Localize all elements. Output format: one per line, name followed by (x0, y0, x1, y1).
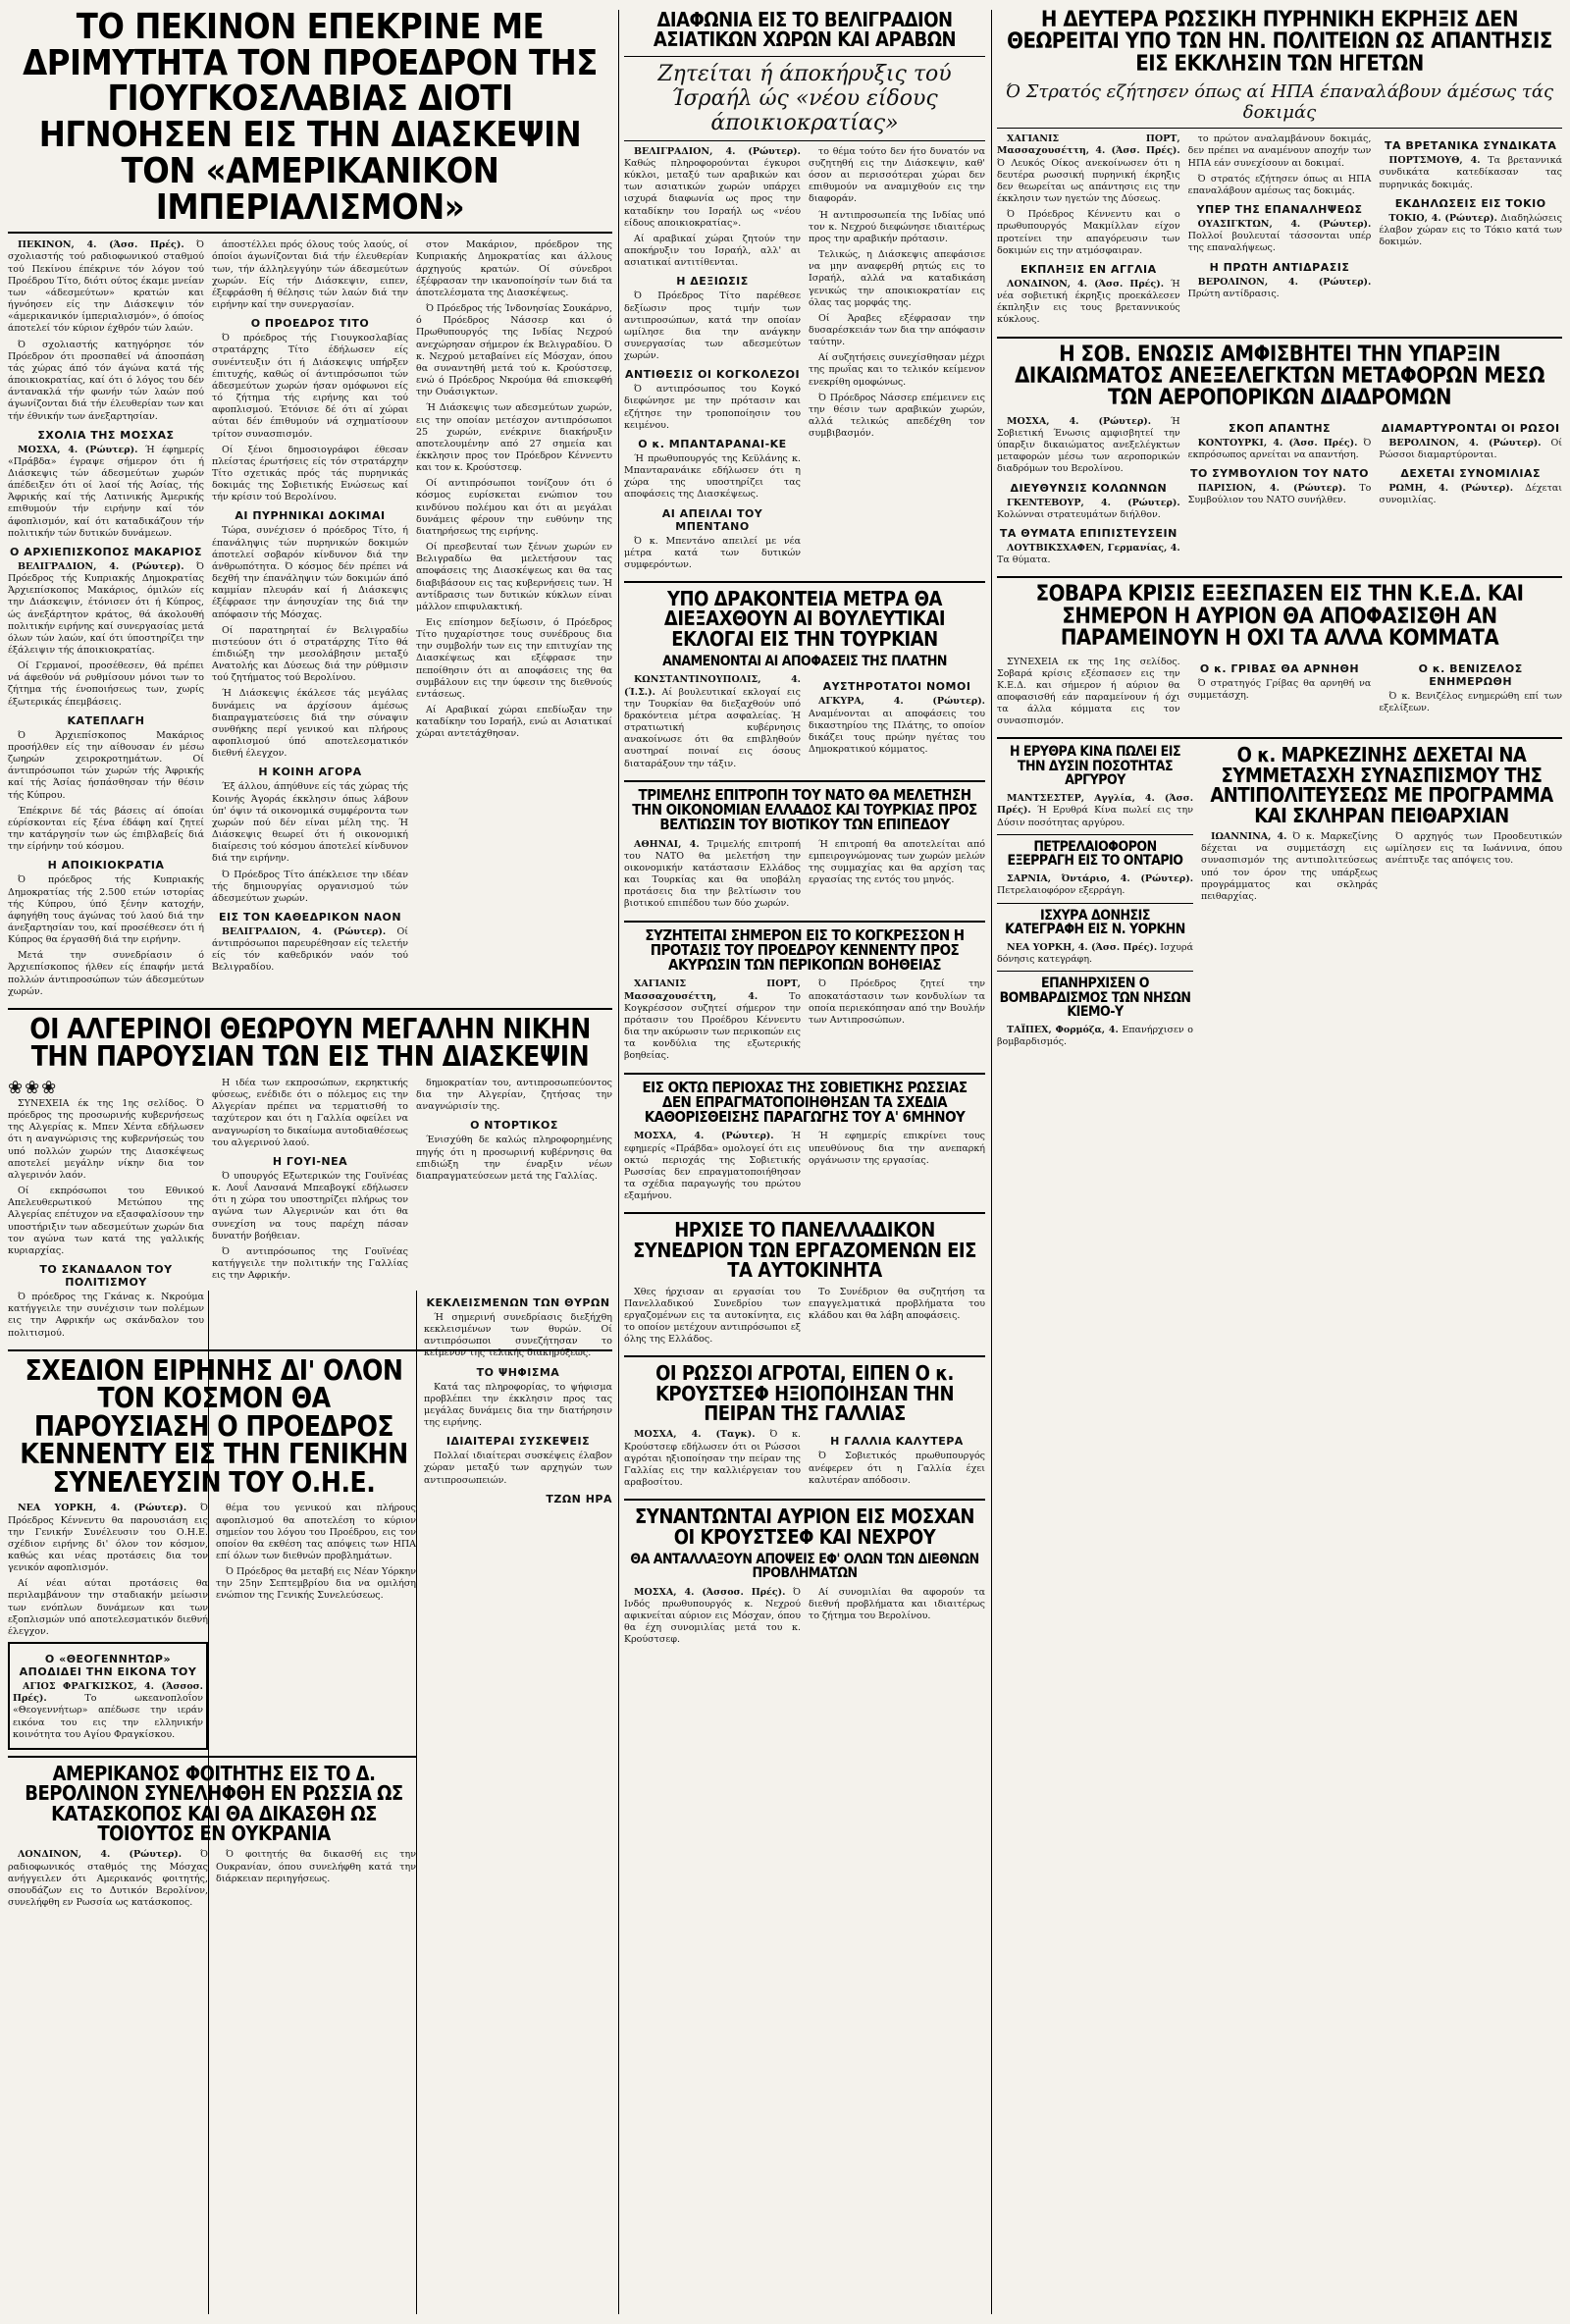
section-subhead: Η ΠΡΩΤΗ ΑΝΤΙΔΡΑΣΙΣ (1209, 260, 1350, 274)
section-subhead: ΕΚΔΗΛΩΣΕΙΣ ΕΙΣ ΤΟΚΙΟ (1394, 196, 1546, 210)
divider (624, 1212, 985, 1214)
article-text: ΣΑΡΝΙΑ, Όντάριο, 4. (Ρώυτερ). Πετρελαιοφόρον εξερράγη. (997, 873, 1193, 897)
student-headline: ΑΜΕΡΙΚΑΝΟΣ ΦΟΙΤΗΤΗΣ ΕΙΣ ΤΟ Δ. ΒΕΡΟΛΙΝΟΝ ΣΥΝΕΛΗΦΘΗ ΕΝ ΡΩΣΣΙΑ ΩΣ ΚΑΤΑΣΚΟΠΟΣ ΚΑΙ ΘΑ ΔΙΚΑΣΘΗ ΩΣ ΤΟΙΟΥΤΟΣ ΕΝ ΟΥΚΡΑΝΙΑ (25, 1761, 403, 1846)
article-text: Μετά την συνεδρίασιν ό Άρχιεπίσκοπος ήλθεν είς έπαφήν μετά πολλών άντιπροσώπων τών άδεσμεύτων χωρών. (8, 950, 204, 997)
article-text: ΜΟΣΧΑ, 4. (Ρώυτερ). Ή έφημερίς «Πράβδα» έγραψε σήμερον ότι ή Διάσκεψις τών άδεσμεύτων χωρών άπέδειξεν ότι οί λαοί τής Άσίας, τής Άφρικής καί τής Λατινικής Άμερικής επιθυμούν τήν ειρήνην καί τόν άφοπλισμόν, καί ότι καταδικάζουν τήν πολιτικήν τών δυτικών δυνάμεων. (8, 444, 204, 539)
article-text: Χθες ήρχισαν αι εργασίαι του Πανελλαδικού Συνεδρίου των εργαζομένων εις τα αυτοκίνητα, εις το οποίον μετέχουν αντιπρόσωποι εξ όλης της Ελλάδος. (624, 1286, 801, 1346)
divider (997, 971, 1193, 972)
article-text: Ό υπουργός Εξωτερικών της Γουϊνέας κ. Λουΐ Λανσανά Μπεαβογκί εδήλωσεν ότι η χώρα του υποστηρίζει πλήρως τον αγώνα των Αλγερινών και ότι θα συνεχίση να τους παρέχη πάσαν δυνατήν βοήθειαν. (212, 1170, 408, 1241)
article-text: Ό πρόεδρος της Γκάνας κ. Νκρούμα κατήγγειλε την συνέχισιν των πολέμων εις την Αφρικήν ως σκάνδαλον του πολιτισμού. (8, 1292, 204, 1339)
article-text: Ή εφημερίς επικρίνει τους υπευθύνους δια την ανεπαρκή οργάνωσιν της εργασίας. (809, 1131, 985, 1166)
section-subhead: ΑΙ ΑΠΕΙΛΑΙ ΤΟΥ ΜΠΕΝΤΑΝΟ (661, 506, 763, 533)
article-text: Αί αραβικαί χώραι ζητούν την αποκήρυξιν του Ισραήλ, αλλ' αι ασιατικαί αντιτίθενται. (624, 233, 801, 269)
article-text: Ό αντιπρόσωπος του Κογκό διεφώνησε με την πρότασιν και εζήτησε την τροποποίησιν του κειμένου. (624, 384, 801, 431)
explosion-article (997, 133, 1562, 330)
divider (997, 128, 1562, 129)
article-text: Οί παρατηρηταί έν Βελιγραδίω πιστεύουν ότι ό στρατάρχης Τίτο θά έπιδιώξη την μεσολάβησιν μεταξύ Ανατολής και Δύσεως διά την ρύθμισιν τού ζητήματος τού Βερολίνου. (212, 624, 408, 684)
section-subhead: Ο ΑΡΧΙΕΠΙΣΚΟΠΟΣ ΜΑΚΑΡΙΟΣ (10, 545, 202, 558)
icon-story-box (8, 1642, 208, 1750)
article-text: Ή Διάσκεψις έκάλεσε τάς μεγάλας δυνάμεις να άρχίσουν άμέσως διαπραγματεύσεις διά την σύναψιν συνθήκης περί γενικού και πλήρους αφοπλισμού ύπό αποτελεσματικόν διεθνή έλεγχον. (212, 688, 408, 760)
nato-committee-headline: ΤΡΙΜΕΛΗΣ ΕΠΙΤΡΟΠΗ ΤΟΥ ΝΑΤΟ ΘΑ ΜΕΛΕΤΗΣΗ ΤΗΝ ΟΙΚΟΝΟΜΙΑΝ ΕΛΛΑΔΟΣ ΚΑΙ ΤΟΥΡΚΙΑΣ ΠΡΟΣ ΒΕΛΤΙΩΣΙΝ ΤΟΥ ΒΙΟΤΙΚΟΥ ΤΩΝ ΕΠΙΠΕΔΟΥ (632, 785, 977, 834)
article-text: ΤΑΪΠΕΧ, Φορμόζα, 4. Επανήρχισεν ο βομβαρδισμός. (997, 1025, 1193, 1048)
section-subhead: ΑΥΣΤΗΡΟΤΑΤΟΙ ΝΟΜΟΙ (822, 680, 971, 694)
article-text: ΧΑΓΙΑΝΙΣ ΠΟΡΤ, Μασσαχουσέττη, 4. Το Κογκρέσσον συζητεί σήμερον την πρότασιν του Προέδρου Κέννεντυ δια την ακύρωσιν των περικοπών εις τα κονδύλια της εξωτερικής βοηθείας. (624, 978, 801, 1062)
section-subhead: ΕΚΠΛΗΞΙΣ ΕΝ ΑΓΓΛΙΑ (1020, 262, 1157, 276)
section-subhead: ΤΟ ΨΗΦΙΣΜΑ (476, 1365, 560, 1379)
article-text: Οί Γερμανοί, προσέθεσεν, θά πρέπει νά άφεθούν νά ρυθμίσουν μόνοι των το ζήτημα τής ένοποιήσεως των, χωρίς έξωτερικάς έπεμβάσεις. (8, 660, 204, 708)
turkey-headline: ΥΠΟ ΔΡΑΚΟΝΤΕΙΑ ΜΕΤΡΑ ΘΑ ΔΙΕΞΑΧΘΟΥΝ ΑΙ ΒΟΥΛΕΥΤΙΚΑΙ ΕΚΛΟΓΑΙ ΕΙΣ ΤΗΝ ΤΟΥΡΚΙΑΝ (663, 587, 946, 651)
article-text: ΚΟΝΤΟΥΡΚΙ, 4. (Άσσ. Πρές). Ό εκπρόσωπος αρνείται να απαντήση. (1187, 437, 1372, 460)
article-text: ΛΟΥΤΒΙΚΣΧΑΦΕΝ, Γερμανίας, 4. Τα θύματα. (997, 542, 1180, 566)
divider (624, 780, 985, 782)
article-text: Κατά τας πληροφορίας, το ψήφισμα προβλέπει την έκκλησιν προς τας μεγάλας δυνάμεις δια την διατήρησιν της ειρήνης. (424, 1381, 612, 1429)
divider (997, 834, 1193, 835)
article-text: ΒΕΛΙΓΡΑΔΙΟΝ, 4. (Ρώυτερ). Οί άντιπρόσωποι παρευρέθησαν είς τελετήν είς τόν καθεδρικόν ναόν τού Βελιγραδίου. (212, 925, 408, 974)
red-china-headline: Η ΕΡΥΘΡΑ ΚΙΝΑ ΠΩΛΕΙ ΕΙΣ ΤΗΝ ΔΥΣΙΝ ΠΟΣΟΤΗΤΑΣ ΑΡΓΥΡΟΥ (1009, 744, 1181, 788)
article-text: ΧΑΓΙΑΝΙΣ ΠΟΡΤ, Μασσαχουσέττη, 4. (Άσσ. Πρές). Ό Λευκός Οίκος ανεκοίνωσεν ότι η δευτέρα ρωσσική πυρηνική έκρηξις δεν θεωρείται ως απάντησις εις την έκκλησιν των ηγετών της Δύσεως. (997, 133, 1180, 205)
section-subhead: ΚΕΚΛΕΙΣΜΕΝΩΝ ΤΩΝ ΘΥΡΩΝ (426, 1296, 610, 1309)
article-text: Ό στρατός εζήτησεν όπως αι ΗΠΑ επαναλάβουν αμέσως τας δοκιμάς. (1187, 173, 1372, 196)
article-text: Ή αντιπροσωπεία της Ινδίας υπό τον κ. Νεχρού διεφώνησε ιδιαιτέρως προς την αραβικήν πρότασιν. (809, 209, 985, 244)
section-subhead: Ο κ. ΒΕΝΙΖΕΛΟΣ ΕΝΗΜΕΡΩΘΗ (1418, 661, 1523, 688)
article-text: Ό Πρόεδρος Τίτο άπέκλεισε την ιδέαν τής δημιουργίας οργανισμού τών άδεσμεύτων χωρών. (212, 869, 408, 904)
article-text: Ό Πρόεδρος Κέννεντυ και ο πρωθυπουργός Μακμίλλαν είχον προτείνει την απαγόρευσιν των δοκιμών εις την ατμόσφαιραν. (997, 209, 1180, 256)
article-text: Ό αρχηγός των Προοδευτικών ωμίλησεν εις τα Ιωάννινα, όπου ανέπτυξε τας απόψεις του. (1386, 831, 1562, 867)
algerians-continuation (424, 1291, 612, 1508)
article-text: άποστέλλει πρός όλους τούς λαούς, οί όποίοι άγωνίζονται διά τήν έλευθερίαν των, τήν άλληλεγγύην τών άδεσμεύτων χωρών. Είς τήν Διάσκεψιν, ειπεν, έξεφράσθη ή θέλησις τών λαών διά την ειρήνην καί την συνεργασίαν. (212, 239, 408, 311)
ked-article (997, 657, 1562, 732)
article-text: Ό Άρχιεπίσκοπος Μακάριος προσήλθεν είς την αίθουσαν έν μέσω ζωηρών χειροκροτημάτων. Οί άντιπρόσωποι τών χωρών τής Άφρικής καί τής Άσίας ήσπάσθησαν τήν θέσιν τής Κύπρου. (8, 729, 204, 801)
article-text: ΒΕΛΙΓΡΑΔΙΟΝ, 4. (Ρώυτερ). Ό Πρόεδρος τής Κυπριακής Δημοκρατίας Άρχιεπίσκοπος Μακάριος, όμιλών είς την Διάσκεψιν, έτόνισεν ότι ή Κύπρος, ώς άνεξάρτητον κράτος, θά άκολουθή πολιτικήν ειρήνης καί συνεργασίας μετά όλων τών λαών, καί ότι ύποστηρίζει την έξάλειψιν τής άποικιοκρατίας. (8, 560, 204, 656)
ked-headline: ΣΟΒΑΡΑ ΚΡΙΣΙΣ ΕΞΕΣΠΑΣΕΝ ΕΙΣ ΤΗΝ Κ.Ε.Δ. ΚΑΙ ΣΗΜΕΡΟΝ Η ΑΥΡΙΟΝ ΘΑ ΑΠΟΦΑΣΙΣΘΗ ΑΝ ΠΑΡΑΜΕΙΝΟΥΝ Η ΟΧΙ ΤΑ ΑΛΛΑ ΚΟΜΜΑΤΑ (1035, 582, 1524, 652)
article-text: Έξ άλλου, άπηύθυνε είς τάς χώρας τής Κοινής Άγοράς έκκλησιν όπως λάβουν ύπ' όψιν τά οικονομικά συμφέροντα των χωρών πού δέν είναι μέλη της. Ή Διάσκεψις θεωρεί ότι ή οικονομική διαίρεσις τού κόσμου άποτελεί κίνδυνον διά την ειρήνην. (212, 781, 408, 865)
byline: ΤΖΩΝ ΗΡΑ (546, 1492, 612, 1505)
article-text: Αί νέαι αύται προτάσεις θα περιλαμβάνουν την σταδιακήν μείωσιν των ενόπλων δυνάμεων και των εξοπλισμών υπό αποτελεσματικόν διεθνή έλεγχον. (8, 1578, 208, 1637)
algerians-headline: ΟΙ ΑΛΓΕΡΙΝΟΙ ΘΕΩΡΟΥΝ ΜΕΓΑΛΗΝ ΝΙΚΗΝ ΤΗΝ ΠΑΡΟΥΣΙΑΝ ΤΩΝ ΕΙΣ ΤΗΝ ΔΙΑΣΚΕΨΙΝ (29, 1012, 591, 1074)
article-text: ΛΟΝΔΙΝΟΝ, 4. (Ρώυτερ). Ό ραδιοφωνικός σταθμός της Μόσχας ανήγγειλεν ότι Αμερικανός φοιτητής, σπουδάζων εις το Δυτικόν Βερολίνον, συνελήφθη εν Ρωσσία ως κατάσκοπος. (8, 1849, 208, 1909)
divider (624, 140, 985, 141)
article-text: Ό πρόεδρος τής Κυπριακής Δημοκρατίας τής 2.500 ετών ιστορίας τής Κύπρου, ύπό ξένην κατοχήν, άφηγήθη τους άγώνας τού λαού διά την άνεξαρτησίαν του, καί προσέθεσεν ότι ή Κύπρος θα έργασθή διά την ειρήνην. (8, 874, 204, 946)
section-subhead: Ο κ. ΓΡΙΒΑΣ ΘΑ ΑΡΝΗΘΗ (1199, 661, 1360, 675)
markezinis-headline: Ο κ. ΜΑΡΚΕΖΙΝΗΣ ΔΕΧΕΤΑΙ ΝΑ ΣΥΜΜΕΤΑΣΧΗ ΣΥΝΑΣΠΙΣΜΟΥ ΤΗΣ ΑΝΤΙΠΟΛΙΤΕΥΣΕΩΣ ΜΕ ΠΡΟΓΡΑΜΜΑ ΚΑΙ ΣΚΛΗΡΑΝ ΠΕΙΘΑΡΧΙΑΝ (1210, 743, 1553, 827)
article-text: Τελικώς, η Διάσκεψις απεφάσισε να μην αναφερθή ρητώς εις το Ισραήλ, αλλά να καταδικάση γενικώς την αποικιοκρατίαν εις όλας τας μορφάς της. (809, 249, 985, 308)
ornament-icon: ❀❀❀ (8, 1078, 59, 1098)
article-text: Αί Αραβικαί χώραι επεδίωξαν την καταδίκην του Ισραήλ, ενώ αι Ασιατικαί χώραι αντετάχθησαν. (416, 705, 612, 740)
article-text: Ή σημερινή συνεδρίασις διεξήχθη κεκλεισμένων των θυρών. Οί αντιπρόσωποι συνεζήτησαν το κείμενον της τελικής διακηρύξεως. (424, 1312, 612, 1359)
article-text: Ό κ. Μπεντάνο απειλεί με νέα μέτρα κατά των δυτικών συμφερόντων. (624, 535, 801, 570)
article-text: Ό Πρόεδρος Νάσσερ επέμεινεν εις την θέσιν των αραβικών χωρών, αλλά τελικώς απεδέχθη τον συμβιβασμόν. (809, 392, 985, 440)
soviet-plans-article (624, 1131, 985, 1206)
section-subhead: ΕΙΣ ΤΟΝ ΚΑΘΕΔΡΙΚΟΝ ΝΑΟΝ (218, 910, 402, 924)
article-text: Οί ξένοι δημοσιογράφοι έθεσαν πλείστας έρωτήσεις είς τόν στρατάρχην Τίτο σχετικάς πρός τάς πυρηνικάς δοκιμάς της Σοβιετικής Ενώσεως καί τήν κρίσιν τού Βερολίνου. (212, 444, 408, 503)
section-subhead: ΤΑ ΘΥΜΑΤΑ ΕΠΙΠΙΣΤΕΥΣΕΙΝ (999, 526, 1178, 540)
article-text: Οί πρεσβευταί των ξένων χωρών εν Βελιγραδίω θα μελετήσουν τας αποφάσεις της Διασκέψεως και θα τας διαβιβάσουν εις τας κυβερνήσεις των. Ή αντίδρασις των δυτικών κύκλων είναι μάλλον επιφυλακτική. (416, 542, 612, 612)
article-text: ΤΟΚΙΟ, 4. (Ρώυτερ). Διαδηλώσεις έλαβον χώραν εις το Τόκιο κατά των δοκιμών. (1379, 212, 1563, 248)
soviet-plans-headline: ΕΙΣ ΟΚΤΩ ΠΕΡΙΟΧΑΣ ΤΗΣ ΣΟΒΙΕΤΙΚΗΣ ΡΩΣΣΙΑΣ ΔΕΝ ΕΠΡΑΓΜΑΤΟΠΟΙΗΘΗΣΑΝ ΤΑ ΣΧΕΔΙΑ ΚΑΘΟΡΙΣΘΕΙΣΗΣ ΠΑΡΑΓΩΓΗΣ ΤΟΥ Α' 6ΜΗΝΟΥ (642, 1078, 968, 1127)
right-column (997, 10, 1562, 1053)
lead-article (8, 239, 612, 1002)
article-text: στον Μακάριον, πρόεδρον της Κυπριακής Δημοκρατίας και άλλους άρχηγούς κρατών. Οί σύνεδροι έξέφρασαν την ικανοποίησίν των διά τα άποτελέσματα της Διασκέψεως. (416, 239, 612, 298)
markezinis-article (1201, 831, 1562, 907)
section-subhead: ΔΙΕΥΘΥΝΣΙΣ ΚΟΛΩΝΝΩΝ (1010, 481, 1168, 495)
short-items (997, 745, 1193, 1052)
markezinis-story (1201, 745, 1562, 1052)
divider (8, 1008, 612, 1010)
article-text: ΠΑΡΙΣΙΟΝ, 4. (Ρώυτερ). Το Συμβούλιον του ΝΑΤΟ συνήλθεν. (1187, 483, 1372, 506)
section-subhead: ΔΙΑΜΑΡΤΥΡΟΝΤΑΙ ΟΙ ΡΩΣΟΙ (1381, 421, 1560, 435)
column-rule (991, 10, 992, 2314)
section-subhead: Η ΚΟΙΝΗ ΑΓΟΡΑ (258, 766, 362, 779)
article-text: Ό κ. Βενιζέλος ενημερώθη επί των εξελίξεων. (1379, 690, 1563, 713)
divider (997, 337, 1562, 339)
air-routes-headline: Η ΣΟΒ. ΕΝΩΣΙΣ ΑΜΦΙΣΒΗΤΕΙ ΤΗΝ ΥΠΑΡΞΙΝ ΔΙΚΑΙΩΜΑΤΟΣ ΑΝΕΞΕΛΕΓΚΤΩΝ ΜΕΤΑΦΟΡΩΝ ΜΕΣΩ ΤΩΝ ΑΕΡΟΠΟΡΙΚΩΝ ΔΙΑΔΡΟΜΩΝ (1015, 342, 1544, 411)
article-text: θέμα του γενικού και πλήρους αφοπλισμού θα αποτελέση το κύριον σημείον του λόγου του Προέδρου, εις τον οποίον θα εκθέση τας απόψεις των ΗΠΑ επί όλων των διεθνών προβλημάτων. (216, 1503, 416, 1562)
kennedy-aid-article (624, 978, 985, 1066)
article-text: Ό Σοβιετικός πρωθυπουργός ανέφερεν ότι η Γαλλία έχει καλυτέραν απόδοσιν. (809, 1451, 985, 1486)
article-text: Ό στρατηγός Γρίβας θα αρνηθή να συμμετάσχη. (1187, 677, 1372, 701)
article-text: Τώρα, συνέχισεν ό πρόεδρος Τίτο, ή έπανάληψις τών πυρηνικών δοκιμών άποτελεί σοβαρόν κίνδυνον διά την άνθρωπότητα. Ό κόσμος δέν πρέπει νά δεχθή την έπανάληψιν τών δοκιμών άπό καμμίαν πλευράν καί ή Διάσκεψις έξέφρασε την άνησυχίαν της διά την απόφασιν τής Μόσχας. (212, 525, 408, 620)
turkey-subheadline: ΑΝΑΜΕΝΟΝΤΑΙ ΑΙ ΑΠΟΦΑΣΕΙΣ ΤΗΣ ΠΛΑΤΗΝ (662, 654, 947, 670)
divider (624, 921, 985, 923)
section-subhead: ΥΠΕΡ ΤΗΣ ΕΠΑΝΑΛΗΨΕΩΣ (1196, 203, 1363, 217)
article-text: Αί συζητήσεις συνεχίσθησαν μέχρι της πρωΐας και το τελικόν κείμενον ενεκρίθη ομοφώνως. (809, 352, 985, 388)
article-text: ΣΥΝΕΧΕΙΑ έκ της 1ης σελίδος. Ό πρόεδρος της προσωρινής κυβερνήσεως της Αλγερίας κ. Μπεν Χέντα εδήλωσεν ότι η αναγνώρισις της κυβερνήσεώς του υπό πολλών χωρών της Διασκέψεως αποτελεί μεγάλην νίκην δια τον αλγερινόν λαόν. (8, 1098, 204, 1181)
divider (997, 903, 1193, 904)
article-text: ΒΕΡΟΛΙΝΟΝ, 4. (Ρώυτερ). Πρώτη αντίδρασις. (1187, 276, 1372, 299)
belgrade-article (624, 146, 985, 575)
article-text: Οί εκπρόσωποι του Εθνικού Απελευθερωτικού Μετώπου της Αλγερίας επέτυχον να εξασφαλίσουν την υποστήριξιν των αδεσμεύτων χωρών δια τον αγώνα των κατά της γαλλικής κυριαρχίας. (8, 1186, 204, 1256)
article-text: ΚΩΝΣΤΑΝΤΙΝΟΥΠΟΛΙΣ, 4. (Ί.Σ.). Αί βουλευτικαί εκλογαί εις την Τουρκίαν θα διεξαχθούν υπό δρακόντεια μέτρα ασφαλείας. Ή στρατιωτική κυβέρνησις ανακοίνωσε ότι θα επιβληθούν αυστηραί ποιναί εις όσους διαταράξουν την τάξιν. (624, 674, 801, 769)
article-text: ΜΑΝΤΣΕΣΤΕΡ, Αγγλία, 4. (Άσσ. Πρές). Ή Ερυθρά Κίνα πωλεί εις την Δύσιν ποσότητας αργύρου. (997, 793, 1193, 828)
divider (624, 581, 985, 583)
article-text: ΝΕΑ ΥΟΡΚΗ, 4. (Ρώυτερ). Ό Πρόεδρος Κέννεντυ θα παρουσιάση εις την Γενικήν Συνέλευσιν του Ο.Η.Ε. σχέδιον ειρήνης δι' όλον τον κόσμον, καθώς και νέας προτάσεις δια τον γενικόν αφοπλισμόν. (8, 1503, 208, 1574)
belgrade-headline: ΔΙΑΦΩΝΙΑ ΕΙΣ ΤΟ ΒΕΛΙΓΡΑΔΙΟΝ ΑΣΙΑΤΙΚΩΝ ΧΩΡΩΝ ΚΑΙ ΑΡΑΒΩΝ (653, 8, 957, 52)
article-text: Ό Πρόεδρος τής Ίνδονησίας Σουκάρνο, ό Πρόεδρος Νάσσερ και ό Πρωθυπουργός της Ινδίας Νεχρού ανεχώρησαν σήμερον έκ Βελιγραδίου. Ό κ. Νεχρού μεταβαίνει είς Μόσχαν, όπου θα συναντηθή μετά τού κ. Κρούστσεφ, ενώ ό Πρόεδρος Νκρούμα θά επισκεφθή την Ουάσιγκτων. (416, 303, 612, 398)
article-text: Ή Διάσκεψις των αδεσμεύτων χωρών, εις την οποίαν μετέσχον αντιπρόσωποι 25 χωρών, ενέκρινε διακήρυξιν αποτελουμένην από 27 σημεία και έκκλησιν προς τον Πρόεδρον Κέννεντυ και τον κ. Κρούστσεφ. (416, 402, 612, 474)
article-text: ΒΕΛΙΓΡΑΔΙΟΝ, 4. (Ρώυτερ). Καθώς πληροφορούνται έγκυροι κύκλοι, μεταξύ των αραβικών και των ασιατικών χωρών υπάρχει ισχυρά διαφωνία ως προς την καταδίκην του Ισραήλ ως «νέου είδους αποικιοκρατίας». (624, 145, 801, 229)
section-subhead: ΤΟ ΣΚΑΝΔΑΛΟΝ ΤΟΥ ΠΟΛΙΤΙΣΜΟΥ (39, 1263, 173, 1290)
nehru-subheadline: ΘΑ ΑΝΤΑΛΛΑΞΟΥΝ ΑΠΟΨΕΙΣ ΕΦ' ΟΛΩΝ ΤΩΝ ΔΙΕΘΝΩΝ ΠΡΟΒΛΗΜΑΤΩΝ (630, 1552, 979, 1582)
nehru-headline: ΣΥΝΑΝΤΩΝΤΑΙ ΑΥΡΙΟΝ ΕΙΣ ΜΟΣΧΑΝ ΟΙ ΚΡΟΥΣΤΣΕΦ ΚΑΙ ΝΕΧΡΟΥ (635, 1505, 974, 1549)
article-text: ΒΕΡΟΛΙΝΟΝ, 4. (Ρώυτερ). Οί Ρώσσοι διαμαρτύρονται. (1379, 437, 1562, 460)
section-subhead: Η ΑΠΟΙΚΙΟΚΡΑΤΙΑ (47, 859, 165, 872)
article-text: δημοκρατίαν του, αντιπροσωπεύοντος δια την Αλγερίαν, ζητήσας την αναγνώρισίν της. (416, 1078, 612, 1113)
article-text: ΣΥΝΕΧΕΙΑ εκ της 1ης σελίδος. Σοβαρά κρίσις εξέσπασεν εις την Κ.Ε.Δ. και σήμερον ή αύριον θα αποφασισθή εάν παραμείνουν ή όχι τα άλλα κόμματα εις τον συνασπισμόν. (997, 656, 1180, 727)
divider (997, 576, 1562, 578)
article-text: ΓΚΕΝΤΕΒΟΥΡ, 4. (Ρώυτερ). Κολώνναι στρατευμάτων διήλθον. (997, 497, 1180, 520)
divider (624, 56, 985, 57)
turkey-article (624, 674, 985, 773)
kennedy-aid-headline: ΣΥΖΗΤΕΙΤΑΙ ΣΗΜΕΡΟΝ ΕΙΣ ΤΟ ΚΟΓΚΡΕΣΣΟΝ Η ΠΡΟΤΑΣΙΣ ΤΟΥ ΠΡΟΕΔΡΟΥ ΚΕΝΝΕΝΤΥ ΠΡΟΣ ΑΚΥΡΩΣΙΝ ΤΩΝ ΠΕΡΙΚΟΠΩΝ ΒΟΗΘΕΙΑΣ (645, 925, 965, 975)
left-column (8, 7, 612, 1913)
article-text: Ό πρόεδρος τής Γιουγκοσλαβίας στρατάρχης Τίτο έδήλωσεν είς συνέντευξιν ότι ή Διάσκεψις υπήρξεν έπιτυχής, καθώς οί άντιπρόσωποι τών άδεσμεύτων χωρών ήσαν ομόφωνοι είς τό ζήτημα τής ειρήνης και τού αφοπλισμού. Έτόνισε δέ ότι αί χώραι αύται δέν έπιθυμούν νά σχηματίσουν τρίτον συνασπισμόν. (212, 333, 408, 440)
article-text: το πρώτον αναλαμβάνουν δοκιμάς, δεν πρέπει να αναμένουν αποχήν των ΗΠΑ εάν συνεχίσουν αι δοκιμαί. (1187, 133, 1372, 169)
divider (624, 1355, 985, 1357)
section-subhead: ΤΟ ΣΥΜΒΟΥΛΙΟΝ ΤΟΥ ΝΑΤΟ (1189, 467, 1370, 481)
russian-farmers-headline: ΟΙ ΡΩΣΣΟΙ ΑΓΡΟΤΑΙ, ΕΙΠΕΝ Ο κ. ΚΡΟΥΣΤΣΕΦ ΗΞΙΟΠΟΙΗΣΑΝ ΤΗΝ ΠΕΙΡΑΝ ΤΗΣ ΓΑΛΛΙΑΣ (654, 1361, 955, 1426)
section-subhead: Η ΓΑΛΛΙΑ ΚΑΛΥΤΕΡΑ (830, 1435, 964, 1449)
section-subhead: ΣΧΟΛΙΑ ΤΗΣ ΜΟΣΧΑΣ (37, 428, 175, 442)
lead-headline: ΤΟ ΠΕΚΙΝΟΝ ΕΠΕΚΡΙΝΕ ΜΕ ΔΡΙΜΥΤΗΤΑ ΤΟΝ ΠΡΟΕΔΡΟΝ ΤΗΣ ΓΙΟΥΓΚΟΣΛΑΒΙΑΣ ΔΙΟΤΙ ΗΓΝΟΗΣΕΝ ΕΙΣ ΤΗΝ ΔΙΑΣΚΕΨΙΝ ΤΟΝ «ΑΜΕΡΙΚΑΝΙΚΟΝ ΙΜΠΕΡΙΑΛΙΣΜΟΝ» (23, 7, 598, 228)
section-subhead: ΤΑ ΒΡΕΤΑΝΙΚΑ ΣΥΝΔΙΚΑΤΑ (1385, 139, 1557, 153)
section-subhead: Ο ΠΡΟΕΔΡΟΣ ΤΙΤΟ (250, 317, 370, 331)
article-text: ΟΥΑΣΙΓΚΤΩΝ, 4. (Ρώυτερ). Πολλοί βουλευταί τάσσονται υπέρ της επαναλήψεως. (1187, 219, 1372, 254)
article-text: Εις επίσημον δεξίωσιν, ό Πρόεδρος Τίτο ηυχαρίστησε τους συνέδρους δια την συμβολήν των εις την επιτυχίαν της Διασκέψεως και εξέφρασε την πεποίθησιν ότι αι αποφάσεις της θα συμβάλουν εις την ύφεσιν της διεθνούς εντάσεως. (416, 617, 612, 700)
section-subhead: ΣΚΟΠ ΑΠΑΝΤΗΣ (1228, 421, 1332, 435)
air-routes-article (997, 416, 1562, 570)
auto-workers-article (624, 1287, 985, 1350)
article-text: Ή επιτροπή θα αποτελείται από εμπειρογνώμονας των χωρών μελών της συμμαχίας και θα αρχίση τας εργασίας της εντός του μηνός. (809, 838, 985, 886)
box-headline: Ο «ΘΕΟΓΕΝΝΗΤΩΡ» ΑΠΟΔΙΔΕΙ ΤΗΝ ΕΙΚΟΝΑ ΤΟΥ (19, 1653, 197, 1679)
section-subhead: ΚΑΤΕΠΛΑΓΗ (67, 713, 145, 727)
explosion-subheadline: Ό Στρατός εζήτησεν όπως αί ΗΠΑ έπαναλάβουν άμέσως τάς δοκιμάς (1005, 81, 1554, 124)
bottom-right-section (997, 745, 1562, 1052)
auto-workers-headline: ΗΡΧΙΣΕ ΤΟ ΠΑΝΕΛΛΑΔΙΚΟΝ ΣΥΝΕΔΡΙΟΝ ΤΩΝ ΕΡΓΑΖΟΜΕΝΩΝ ΕΙΣ ΤΑ ΑΥΤΟΚΙΝΗΤΑ (633, 1218, 976, 1283)
article-text: Το Συνέδριον θα συζητήση τα επαγγελματικά προβλήματα του κλάδου και θα λάβη αποφάσεις. (809, 1286, 985, 1321)
section-subhead: Ο κ. ΜΠΑΝΤΑΡΑΝΑΙ-ΚΕ (638, 437, 787, 450)
middle-column (624, 10, 985, 1650)
section-subhead: Η ΓΟΥΙ-ΝΕΑ (272, 1154, 348, 1168)
belgrade-subheadline: Ζητείται ή άποκήρυξις τού Ίσραήλ ώς «νέου είδους άποικιοκρατίας» (657, 61, 952, 135)
dateline: ΠΕΚΙΝΟΝ, 4. (Άσσ. Πρές). Ό σχολιαστής τού ραδιοφωνικού σταθμού τού Πεκίνου έπέκρινε τόν λόγον τού Προέδρου Τίτο, διότι ούτος έκαμε μνείαν των «άδεσμεύτων» κρατών και ήγνόησεν είς την Διάσκεψιν τόν «άμερικανικόν ίμπεριαλισμόν», ό όποίος άποτελεί τόν κύριον έχθρόν τών λαών. (8, 239, 204, 335)
section-subhead: Η ΔΕΞΙΩΣΙΣ (676, 275, 749, 289)
nato-committee-article (624, 839, 985, 915)
article-text: ΑΘΗΝΑΙ, 4. Τριμελής επιτροπή του ΝΑΤΟ θα μελετήση την οικονομικήν κατάστασιν Ελλάδος και Τουρκίας και θα υποβάλη προτάσεις δια την βελτίωσιν του βιοτικού επιπέδου των δύο χωρών. (624, 838, 801, 910)
section-subhead: Ο ΝΤΟΡΤΙΚΟΣ (470, 1119, 558, 1133)
explosion-headline: Η ΔΕΥΤΕΡΑ ΡΩΣΣΙΚΗ ΠΥΡΗΝΙΚΗ ΕΚΡΗΞΙΣ ΔΕΝ ΘΕΩΡΕΙΤΑΙ ΥΠΟ ΤΩΝ ΗΝ. ΠΟΛΙΤΕΙΩΝ ΩΣ ΑΠΑΝΤΗΣΙΣ ΕΙΣ ΕΚΚΛΗΣΙΝ ΤΩΝ ΗΓΕΤΩΝ (1007, 8, 1552, 77)
section-subhead: ΙΔΙΑΙΤΕΡΑΙ ΣΥΣΚΕΨΕΙΣ (445, 1435, 591, 1449)
article-text: ΝΕΑ ΥΟΡΚΗ, 4. (Άσσ. Πρές). Ισχυρά δόνησις κατεγράφη. (997, 942, 1193, 966)
divider (8, 1756, 416, 1758)
article-text: ΜΟΣΧΑ, 4. (Ρώυτερ). Ή εφημερίς «Πράβδα» ομολογεί ότι εις οκτώ περιοχάς της Σοβιετικής Ρωσσίας δεν επραγματοποιήθησαν τα σχέδια παραγωγής του πρώτου εξαμήνου. (624, 1131, 801, 1202)
nehru-article (624, 1587, 985, 1651)
student-article (8, 1849, 416, 1913)
article-text: το θέμα τούτο δεν ήτο δυνατόν να συζητηθή εις την Διάσκεψιν, καθ' όσον αι περισσότεραι χώραι δεν επιθυμούν να αναμιχθούν εις την διαφοράν. (809, 145, 985, 205)
column-rule (618, 10, 619, 2314)
ontario-headline: ΠΕΤΡΕΛΑΙΟΦΟΡΟΝ ΕΞΕΡΡΑΓΗ ΕΙΣ ΤΟ ΟΝΤΑΡΙΟ (1007, 838, 1183, 869)
article-text: ΜΟΣΧΑ, 4. (Ρώυτερ). Ή Σοβιετική Ένωσις αμφισβητεί την ύπαρξιν δικαιώματος ανεξελέγκτων μεταφορών μέσω των αεροπορικών διαδρόμων του Βερολίνου. (997, 415, 1180, 475)
article-text: Ό Πρόεδρος θα μεταβή εις Νέαν Υόρκην την 25ην Σεπτεμβρίου δια να ομιλήση ενώπιον της Γενικής Συνελεύσεως. (216, 1566, 416, 1602)
peace-plan-headline: ΣΧΕΔΙΟΝ ΕΙΡΗΝΗΣ ΔΙ' ΟΛΟΝ ΤΟΝ ΚΟΣΜΟΝ ΘΑ ΠΑΡΟΥΣΙΑΣΗ Ο ΠΡΟΕΔΡΟΣ ΚΕΝΝΕΝΤΥ ΕΙΣ ΤΗΝ ΓΕΝΙΚΗΝ ΣΥΝΕΛΕΥΣΙΝ ΤΟΥ Ο.Η.Ε. (20, 1353, 408, 1499)
article-text: ΑΓΚΥΡΑ, 4. (Ρώυτερ). Αναμένονται αι αποφάσεις του δικαστηρίου της Πλάτης, το οποίον δικάζει τους πρώην ηγέτας του Δημοκρατικού κόμματος. (809, 696, 985, 756)
article-text: ΙΩΑΝΝΙΝΑ, 4. Ό κ. Μαρκεζίνης δέχεται να συμμετάσχη εις συνασπισμόν της αντιπολιτεύσεως υπό τον όρον της υπάρξεως προγράμματος και σκληράς πειθαρχίας. (1201, 831, 1378, 902)
divider (997, 737, 1562, 739)
article-text: Ό φοιτητής θα δικασθή εις την Ουκρανίαν, όπου συνελήφθη κατά την διάρκειαν περιηγήσεως. (216, 1849, 416, 1884)
divider (8, 232, 612, 234)
divider (624, 1073, 985, 1075)
divider (624, 1499, 985, 1501)
section-subhead: ΑΝΤΙΘΕΣΙΣ ΟΙ ΚΟΓΚΟΛΕΖΟΙ (624, 368, 801, 382)
peace-plan-article (8, 1503, 416, 1750)
article-text: Ό αντιπρόσωπος της Γουϊνέας κατήγγειλε την πολιτικήν της Γαλλίας εις την Αφρικήν. (212, 1245, 408, 1282)
article-text: Ένισχύθη δε καλώς πληροφορημένης πηγής ότι η προσωρινή κυβέρνησις θα επιδιώξη την έναρξιν νέων διαπραγματεύσεων μετά της Γαλλίας. (416, 1135, 612, 1182)
article-text: Ό Πρόεδρος ζητεί την αποκατάστασιν των κονδυλίων τα οποία περιεκόπησαν από την Βουλήν των Αντιπροσώπων. (809, 978, 985, 1026)
article-text: Οί αντιπρόσωποι τονίζουν ότι ό κόσμος ευρίσκεται ενώπιον του κινδύνου πολέμου και ότι αι μεγάλαι δυνάμεις φέρουν την ευθύνην της διατηρήσεως της ειρήνης. (416, 478, 612, 537)
article-text: ΛΟΝΔΙΝΟΝ, 4. (Άσσ. Πρές). Ή νέα σοβιετική έκρηξις προεκάλεσεν έκπληξιν εις τους βρεταννικούς κύκλους. (997, 278, 1180, 326)
article-text: Οί Άραβες εξέφρασαν την δυσαρέσκειάν των δια την απόφασιν ταύτην. (809, 312, 985, 348)
article-text: ΠΟΡΤΣΜΟΥΘ, 4. Τα βρεταννικά συνδικάτα κατεδίκασαν τας πυρηνικάς δοκιμάς. (1379, 155, 1563, 190)
article-text: Ό Πρόεδρος Τίτο παρέθεσε δεξίωσιν προς τιμήν των αντιπροσώπων, κατά την οποίαν ωμίλησε δια την ανάγκην συνεργασίας των αδεσμεύτων χωρών. (624, 290, 801, 362)
article-text: ΜΟΣΧΑ, 4. (Ταγκ). Ό κ. Κρούστσεφ εδήλωσεν ότι οι Ρώσσοι αγρόται ηξιοποίησαν την πείραν της Γαλλίας εις την καλλιέργειαν του αραβοσίτου. (624, 1429, 801, 1489)
article-text: Αί συνομιλίαι θα αφορούν τα διεθνή προβλήματα και ιδιαιτέρως το ζήτημα του Βερολίνου. (809, 1586, 985, 1621)
article-text: Πολλαί ιδιαίτεραι συσκέψεις έλαβον χώραν μεταξύ των αρχηγών των αντιπροσωπειών. (424, 1451, 612, 1486)
article-text: ΑΓΙΟΣ ΦΡΑΓΚΙΣΚΟΣ, 4. (Άσσοσ. Πρές). Το ωκεανοπλοΐον «Θεογεννήτωρ» απέδωσε την ιεράν εικόνα του εις την ελληνικήν κοινότητα του Αγίου Φραγκίσκου. (13, 1681, 203, 1740)
article-text: Η ιδέα των εκπροσώπων, εκρηκτικής φύσεως, ενέδιδε ότι ο πόλεμος εις την Αλγερίαν πρέπει να τερματισθή το ταχύτερον και ότι η Γαλλία οφείλει να αναγνωρίση το δικαίωμα αυτοδιαθέσεως του αλγερινού λαού. (212, 1078, 408, 1148)
section-subhead: ΑΙ ΠΥΡΗΝΙΚΑΙ ΔΟΚΙΜΑΙ (235, 509, 386, 523)
article-text: Ό σχολιαστής κατηγόρησε τόν Πρόεδρον ότι προσπαθεί νά άποσπάση τάς χώρας άπό τόν άγώνα κατά τής άποικιοκρατίας, καί ότι ό λόγος του δέν άντανακλά τήν φωνήν τών λαών πού άγωνίζονται διά τήν έλευθερίαν των και τήν έθνικήν των άνεξαρτησίαν. (8, 339, 204, 422)
article-text: Ή πρωθυπουργός της Κεϋλάνης κ. Μπανταρανάικε εδήλωσεν ότι η χώρα της υποστηρίζει τας αποφάσεις της Διασκέψεως. (624, 452, 801, 501)
article-text: Έπέκρινε δέ τάς βάσεις αί όποίαι εύρίσκονται είς ξένα έδάφη καί ζητεί την κατάργησίν των ώς έπιβλαβείς διά την είρήνην τού κόσμου. (8, 805, 204, 853)
article-text: ΡΩΜΗ, 4. (Ρώυτερ). Δέχεται συνομιλίας. (1379, 483, 1563, 506)
quemoy-headline: ΕΠΑΝΗΡΧΙΣΕΝ Ο ΒΟΜΒΑΡΔΙΣΜΟΣ ΤΩΝ ΝΗΣΩΝ ΚΙΕΜΟ-Υ (999, 976, 1191, 1020)
article-text: ΜΟΣΧΑ, 4. (Άσσοσ. Πρές). Ό Ινδός πρωθυπουργός κ. Νεχρού αφικνείται αύριον εις Μόσχαν, όπου θα έχη συνομιλίας μετά του κ. Κρούστσεφ. (624, 1586, 801, 1646)
russian-farmers-article (624, 1429, 985, 1493)
section-subhead: ΔΕΧΕΤΑΙ ΣΥΝΟΜΙΛΙΑΣ (1400, 467, 1542, 481)
storm-headline: ΙΣΧΥΡΑ ΔΟΝΗΣΙΣ ΚΑΤΕΓΡΑΦΗ ΕΙΣ Ν. ΥΟΡΚΗΝ (1005, 907, 1185, 937)
